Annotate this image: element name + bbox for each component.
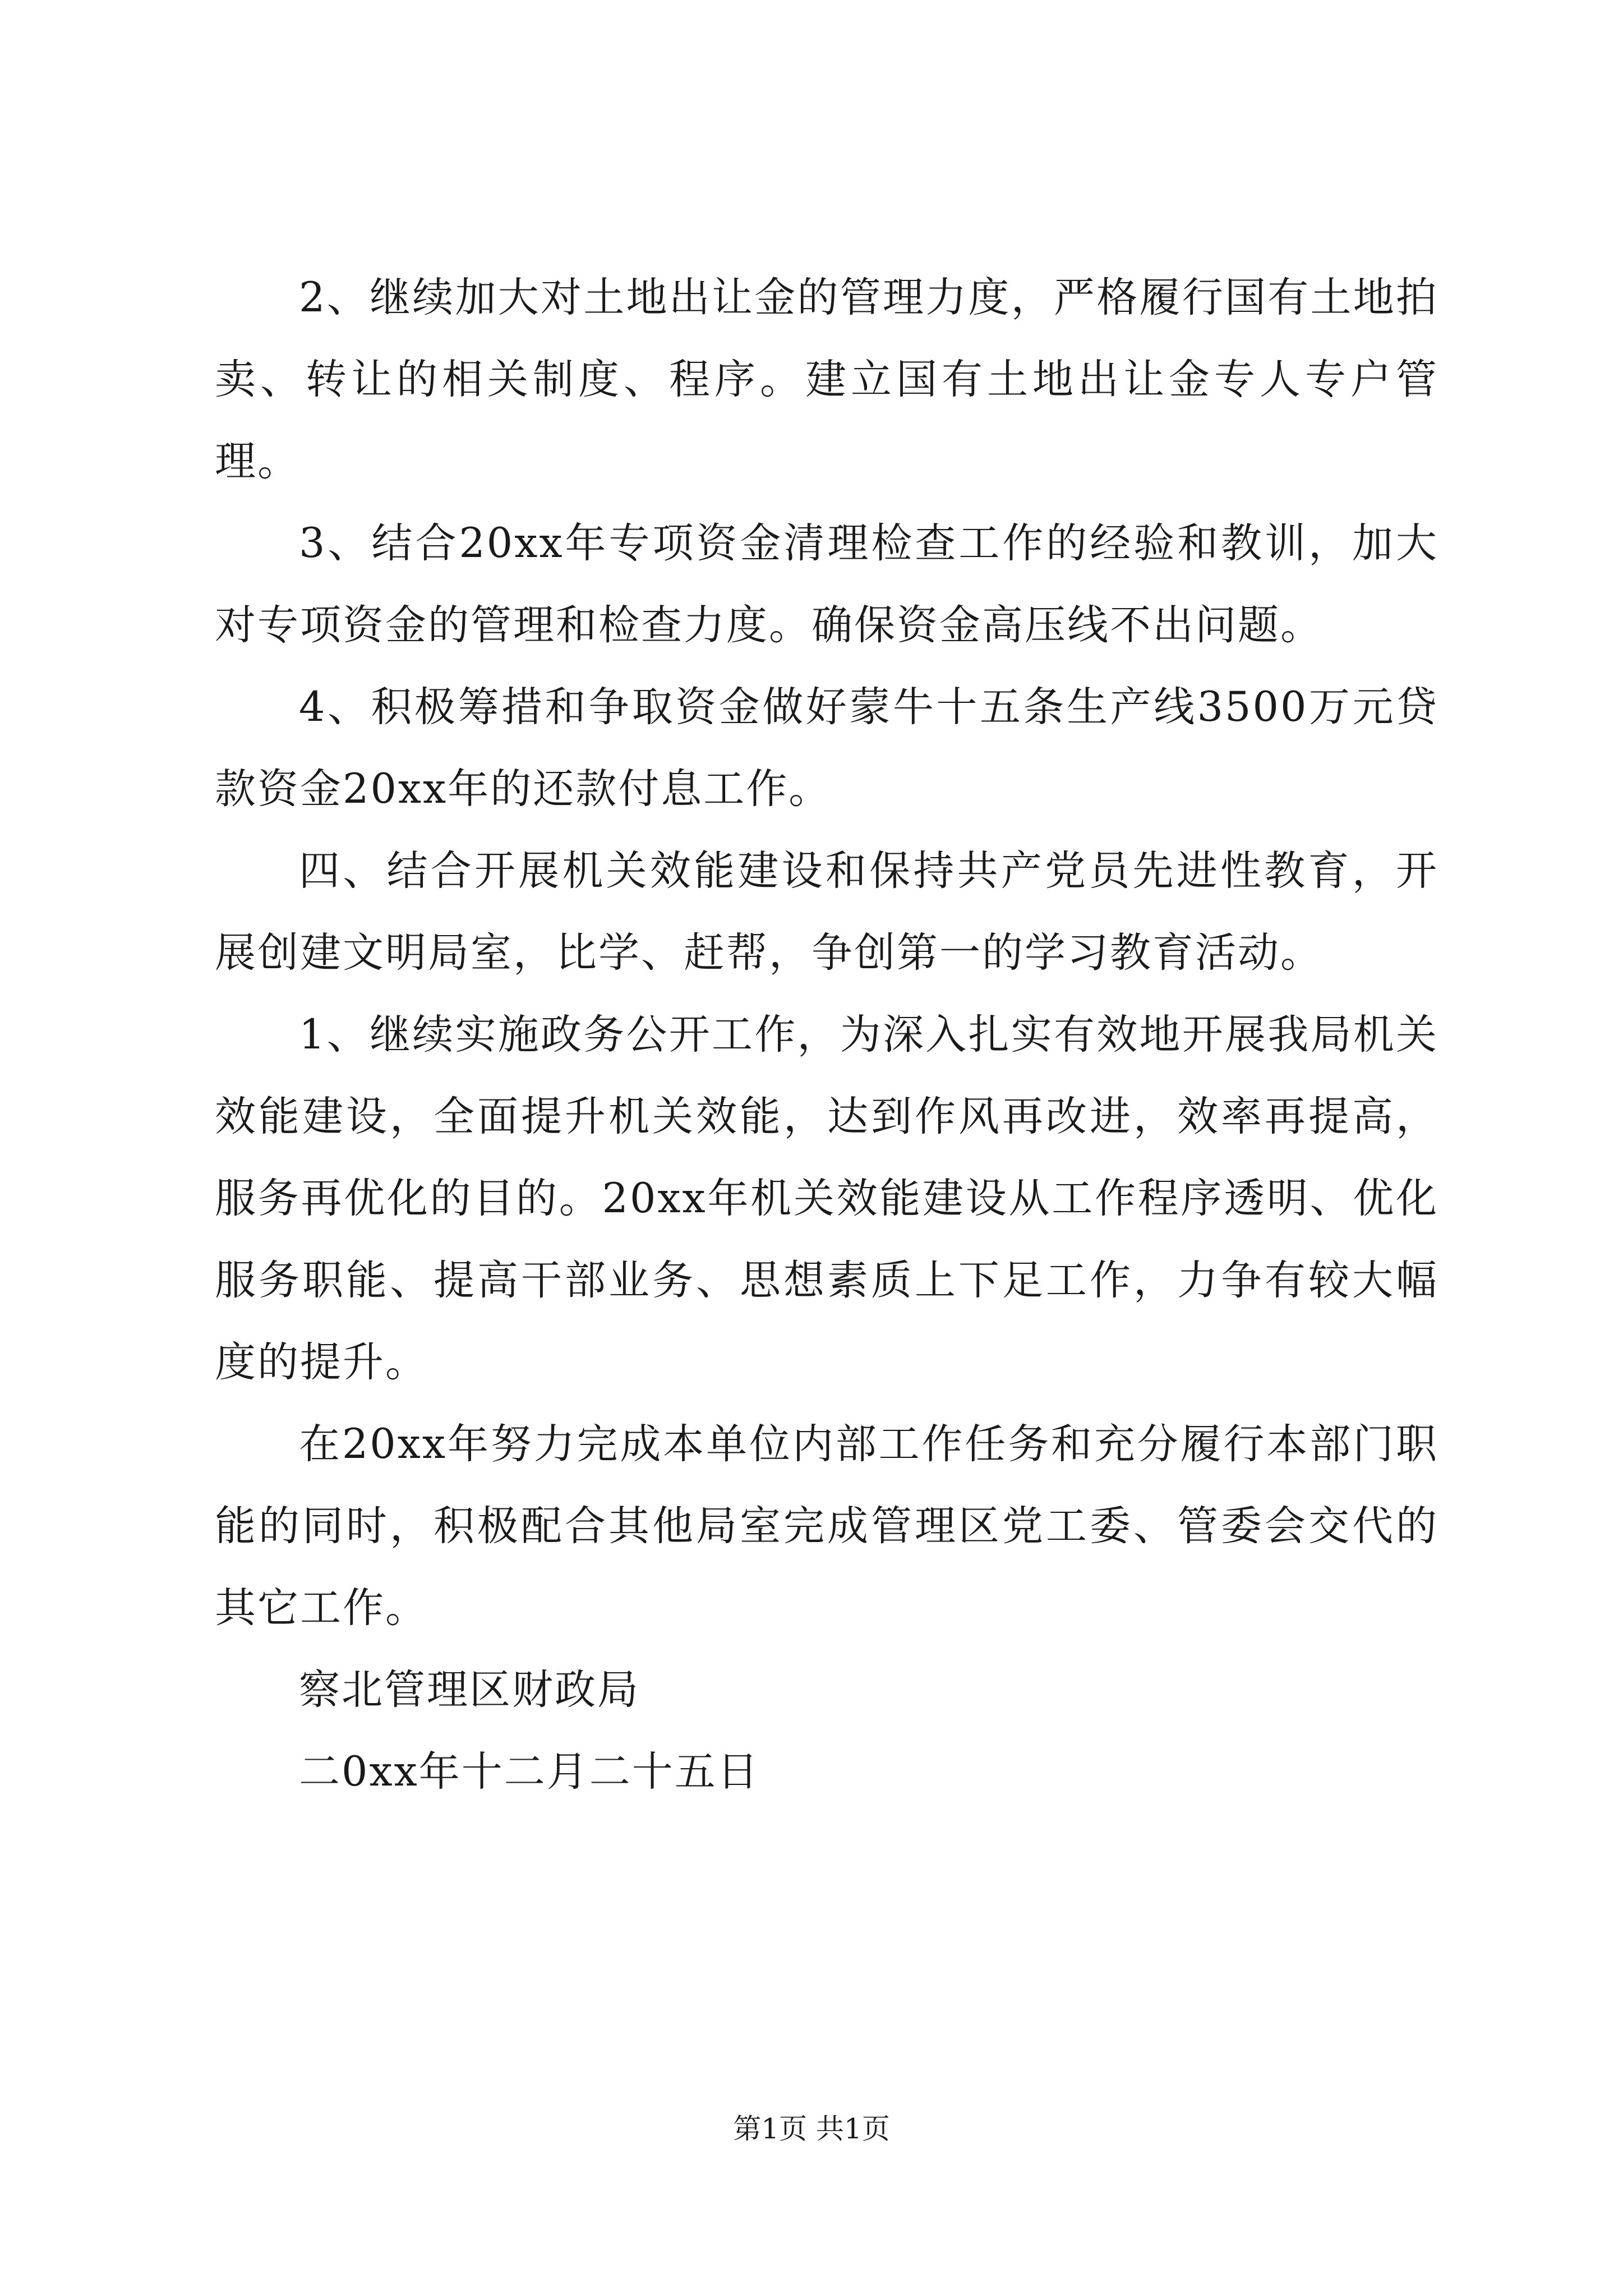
signature-date: 二0xx年十二月二十五日 — [299, 1748, 760, 1796]
paragraph-land-transfer-fees: 2、继续加大对土地出让金的管理力度，严格履行国有土地拍卖、转让的相关制度、程序。建立国有土地出让金专人专户管理。 — [215, 274, 1438, 485]
page-number-label: 第1页 共1页 — [733, 2113, 890, 2145]
paragraph-special-funds: 3、结合20xx年专项资金清理检查工作的经验和教训，加大对专项资金的管理和检查力度。确保资金高压线不出问题。 — [215, 519, 1438, 649]
signature-organization: 察北管理区财政局 — [299, 1666, 640, 1714]
paragraph-government-transparency: 1、继续实施政务公开工作，为深入扎实有效地开展我局机关效能建设，全面提升机关效能，达到作风再改进，效率再提高，服务再优化的目的。20xx年机关效能建设从工作程序透明、优化服务职能、提高干部业务、思想素质上下足工作，力争有较大幅度的提升。 — [215, 1011, 1438, 1386]
document-body — [215, 257, 1438, 1813]
paragraph-section-four-heading: 四、结合开展机关效能建设和保持共产党员先进性教育，开展创建文明局室，比学、赶帮，争创第一的学习教育活动。 — [215, 847, 1438, 977]
paragraph-closing-statement: 在20xx年努力完成本单位内部工作任务和充分履行本部门职能的同时，积极配合其他局室完成管理区党工委、管委会交代的其它工作。 — [215, 1420, 1438, 1632]
paragraph-loan-repayment: 4、积极筹措和争取资金做好蒙牛十五条生产线3500万元贷款资金20xx年的还款付息工作。 — [215, 683, 1438, 813]
page-footer — [0, 2109, 1623, 2148]
